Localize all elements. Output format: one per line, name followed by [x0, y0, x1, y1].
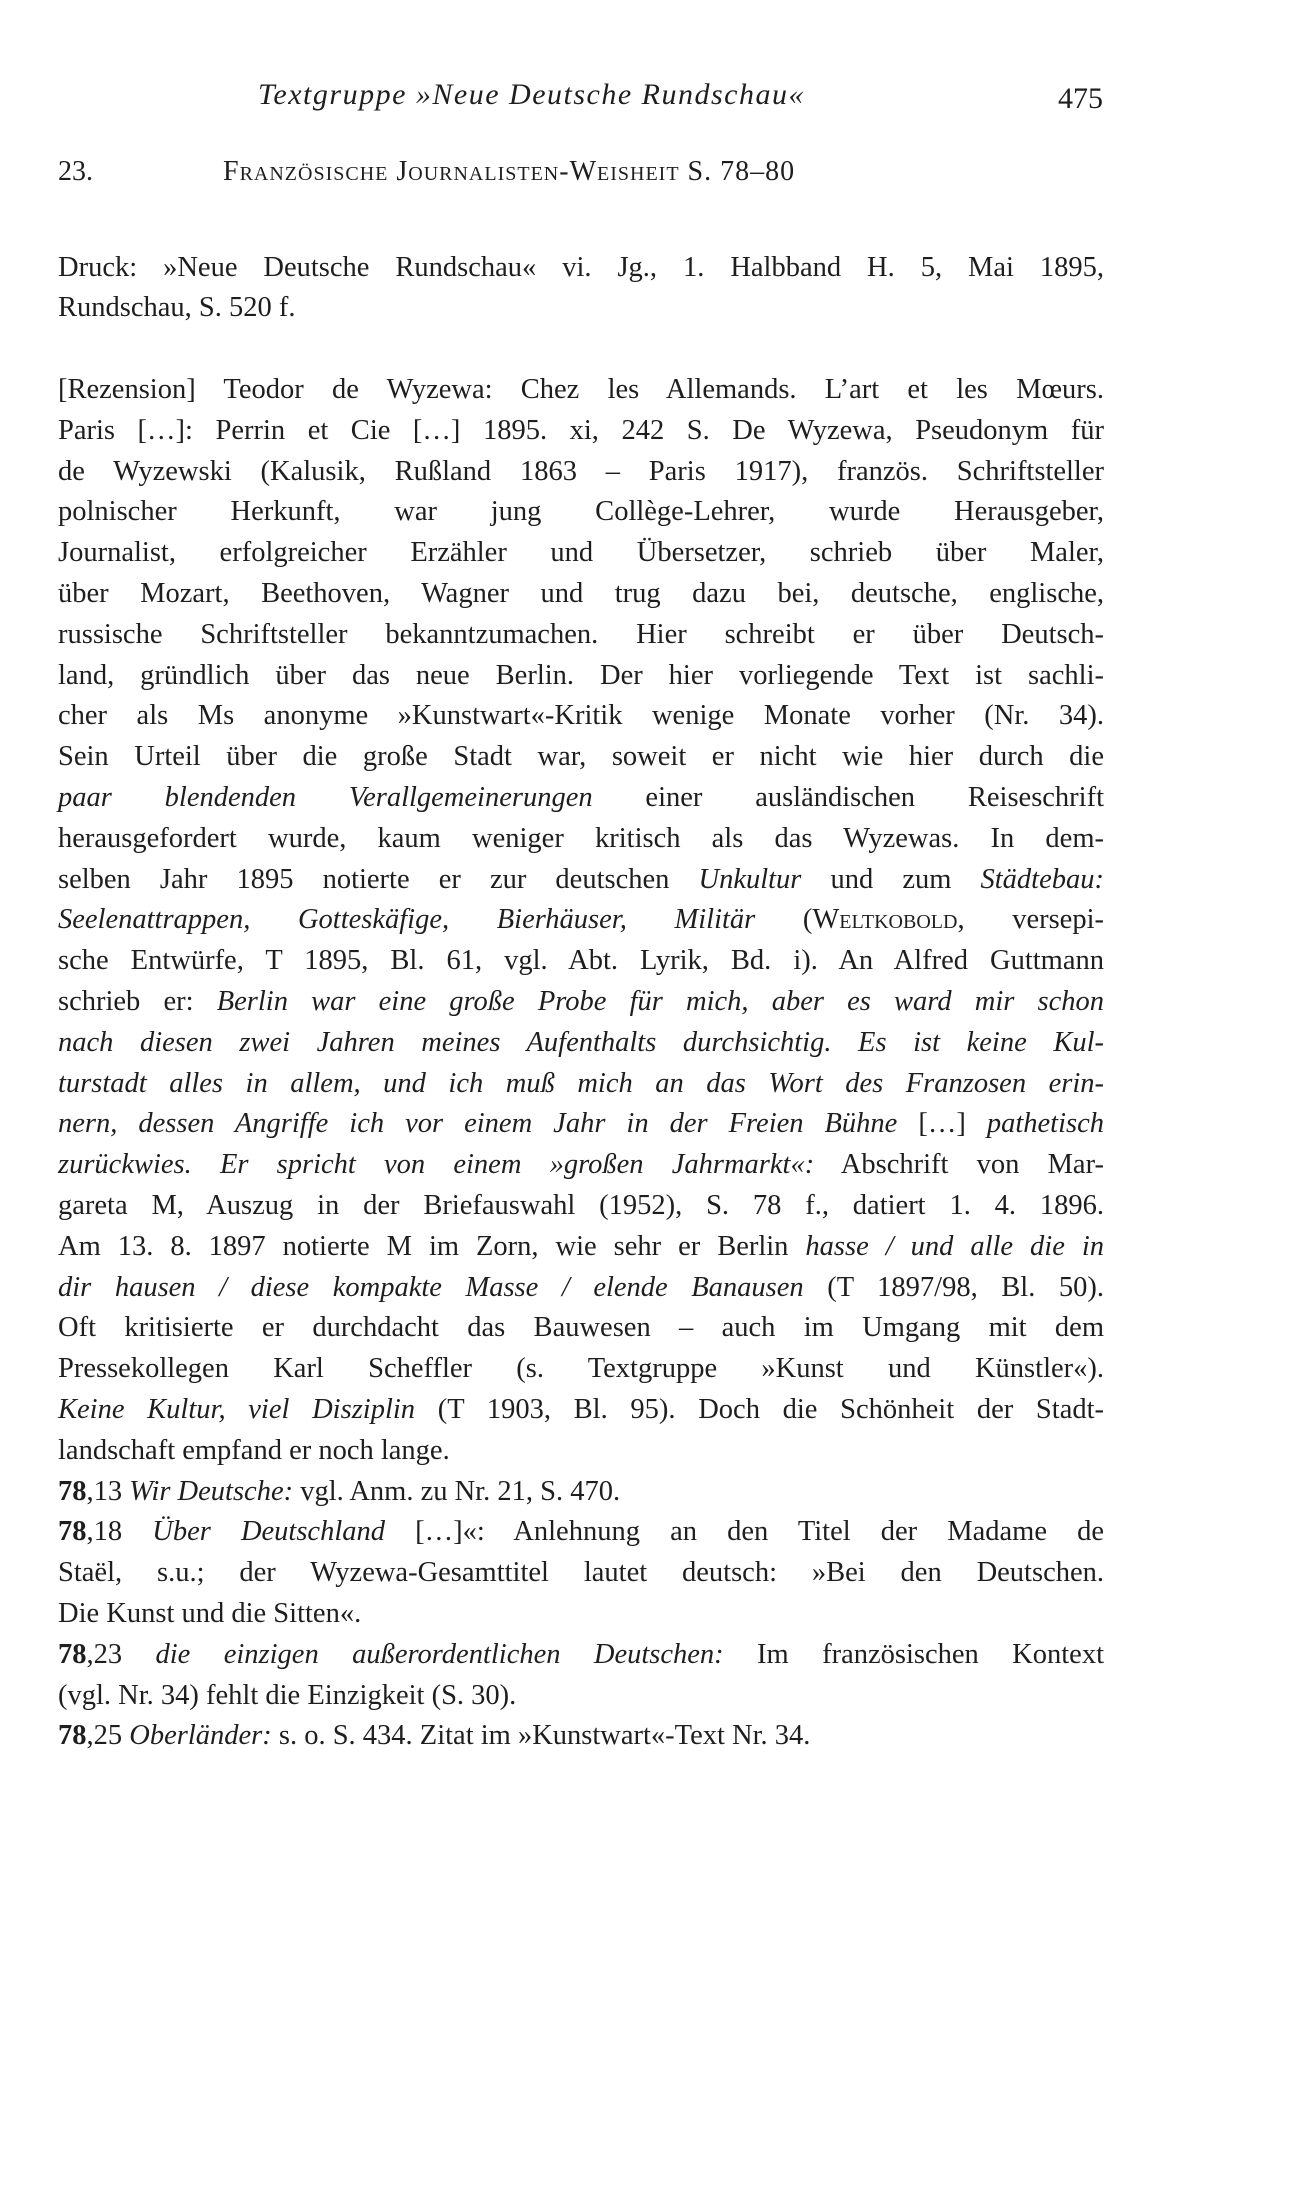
text-segment: cher als Ms anonyme »Kunstwart«-Kritik wenige Monate vorher (Nr. 34).	[58, 700, 1104, 732]
text-line	[58, 411, 1104, 451]
text-line	[58, 1431, 1104, 1471]
text-line	[58, 778, 1104, 818]
text-segment: [Rezension] Teodor de Wyzewa: Chez les Allemands. L’art et les Mœurs.	[58, 374, 1104, 405]
text-line	[58, 696, 1104, 736]
entry-title: Französische Journalisten-Weisheit S. 78–80	[223, 156, 796, 187]
text-line	[58, 1023, 1104, 1063]
text-line	[58, 288, 1104, 328]
text-segment: s. o. S. 434. Zitat im »Kunstwart«-Text Nr. 34.	[271, 1720, 811, 1752]
text-segment: gareta M, Auszug in der Briefauswahl (1952), S. 78 f., datiert 1. 4. 1896.	[58, 1190, 1104, 1221]
text-segment: zurückwies. Er spricht von einem »großen Jahrmarkt«:	[58, 1149, 815, 1181]
text-segment: (vgl. Nr. 34) fehlt die Einzigkeit (S. 30).	[58, 1679, 517, 1711]
text-segment: vgl. Anm. zu Nr. 21, S. 470.	[293, 1475, 621, 1507]
text-segment: ,25	[86, 1720, 130, 1752]
text-segment: […]	[897, 1108, 987, 1140]
text-line	[58, 1594, 1104, 1634]
text-line	[58, 656, 1104, 696]
text-line	[58, 1390, 1104, 1430]
text-segment: Sein Urteil über die große Stadt war, soweit er nicht wie hier durch die	[58, 741, 1104, 773]
text-segment: einer ausländischen Reiseschrift	[592, 782, 1104, 813]
text-segment: Staël, s.u.; der Wyzewa-Gesamttitel lautet deutsch: »Bei den Deutschen.	[58, 1557, 1104, 1589]
line-reference: 78	[58, 1475, 87, 1507]
text-segment: selben Jahr 1895 notierte er zur deutschen	[58, 863, 699, 895]
text-segment: über Mozart, Beethoven, Wagner und trug dazu bei, deutsche, englische,	[58, 578, 1104, 609]
text-segment: Keine Kultur, viel Disziplin	[58, 1394, 416, 1425]
text-line	[58, 1186, 1104, 1226]
text-segment: Oft kritisierte er durchdacht das Bauwesen – auch im Umgang mit dem	[58, 1312, 1104, 1344]
text-segment: paar blendenden Verallgemeinerungen	[58, 782, 593, 813]
text-segment: landschaft empfand er noch lange.	[58, 1434, 450, 1466]
text-segment: Über Deutschland	[152, 1516, 385, 1548]
text-segment: Am 13. 8. 1897 notierte M im Zorn, wie sehr er Berlin	[58, 1230, 806, 1262]
text-segment: Abschrift von Mar-	[814, 1149, 1104, 1181]
text-segment: land, gründlich über das neue Berlin. Der hier vorliegende Text ist sachli-	[58, 659, 1104, 691]
text-segment: (	[755, 904, 813, 936]
text-segment: dir hausen / diese kompakte Masse / elende Banausen	[58, 1271, 804, 1303]
text-segment: ,18	[86, 1516, 153, 1548]
text-segment: Wir Deutsche:	[129, 1475, 294, 1507]
text-segment: Weltkobold	[812, 904, 958, 936]
text-segment: herausgefordert wurde, kaum weniger kritisch als das Wyzewas. In dem-	[58, 822, 1104, 854]
text-line	[58, 1145, 1104, 1185]
text-line	[58, 1635, 1104, 1675]
text-line	[58, 1104, 1104, 1144]
text-segment: Seelenattrappen, Gotteskäfige, Bierhäuser, Militär	[58, 904, 756, 936]
text-segment: Rundschau, S. 520 f.	[58, 292, 296, 323]
text-segment: die einzigen außerordentlichen Deutschen:	[155, 1638, 724, 1670]
text-line	[58, 574, 1104, 614]
text-line	[58, 900, 1104, 940]
text-segment: (T 1897/98, Bl. 50).	[803, 1271, 1104, 1303]
text-segment: (T 1903, Bl. 95). Doch die Schönheit der Stadt-	[415, 1394, 1104, 1425]
text-segment: Paris […]: Perrin et Cie […] 1895. xi, 242 S. De Wyzewa, Pseudonym für	[58, 414, 1104, 446]
running-head	[58, 78, 1104, 128]
line-reference: 78	[58, 1516, 87, 1548]
text-segment: Städtebau:	[980, 863, 1104, 895]
text-line	[58, 1676, 1104, 1716]
text-segment: ,23	[86, 1638, 156, 1670]
text-line	[58, 860, 1104, 900]
text-line	[58, 982, 1104, 1022]
text-segment: Berlin war eine große Probe für mich, aber es ward mir schon	[216, 986, 1104, 1017]
text-line	[58, 452, 1104, 492]
page-number: 475	[1058, 82, 1103, 115]
text-segment: turstadt alles in allem, und ich muß mich an das Wort des Franzosen erin-	[58, 1067, 1104, 1099]
text-line	[58, 1227, 1104, 1267]
text-segment: […]«: Anlehnung an den Titel der Madame de	[385, 1516, 1104, 1548]
text-line	[58, 819, 1104, 859]
text-segment: de Wyzewski (Kalusik, Rußland 1863 – Paris 1917), französ. Schriftsteller	[58, 455, 1104, 487]
text-line	[58, 248, 1104, 288]
running-title: Textgruppe »Neue Deutsche Rundschau«	[258, 78, 805, 111]
text-line	[58, 941, 1104, 981]
text-segment: ,13	[86, 1475, 130, 1507]
text-segment: Pressekollegen Karl Scheffler (s. Textgruppe »Kunst und Künstler«).	[58, 1353, 1104, 1385]
text-line	[58, 737, 1104, 777]
text-segment: nern, dessen Angriffe ich vor einem Jahr in der Freien Bühne	[58, 1108, 898, 1140]
entry-number: 23.	[58, 156, 93, 187]
text-segment: hasse / und alle die in	[805, 1230, 1104, 1262]
text-line	[58, 1716, 1104, 1756]
text-segment: russische Schriftsteller bekanntzumachen. Hier schreibt er über Deutsch-	[58, 618, 1104, 650]
text-line	[58, 370, 1104, 410]
line-reference: 78	[58, 1638, 87, 1670]
text-segment: Die Kunst und die Sitten«.	[58, 1598, 362, 1629]
text-line	[58, 1472, 1104, 1512]
text-segment: sche Entwürfe, T 1895, Bl. 61, vgl. Abt. Lyrik, Bd. i). An Alfred Guttmann	[58, 945, 1104, 977]
text-segment: nach diesen zwei Jahren meines Aufenthalts durchsichtig. Es ist keine Kul-	[58, 1026, 1104, 1058]
line-reference: 78	[58, 1720, 87, 1752]
text-segment: Journalist, erfolgreicher Erzähler und Übersetzer, schrieb über Maler,	[58, 537, 1104, 569]
text-line	[58, 1308, 1104, 1348]
text-line	[58, 615, 1104, 655]
text-line	[58, 533, 1104, 573]
text-segment: Unkultur	[698, 863, 802, 895]
text-segment: polnischer Herkunft, war jung Collège-Lehrer, wurde Herausgeber,	[58, 496, 1104, 528]
text-segment: Druck: »Neue Deutsche Rundschau« vi. Jg., 1. Halbband H. 5, Mai 1895,	[58, 252, 1104, 283]
text-line	[58, 492, 1104, 532]
text-line	[58, 1064, 1104, 1104]
text-segment: schrieb er:	[58, 986, 217, 1017]
text-line	[58, 1512, 1104, 1552]
text-segment: und zum	[801, 863, 981, 895]
text-line	[58, 1553, 1104, 1593]
text-segment: Oberländer:	[129, 1720, 272, 1752]
text-segment: Im französischen Kontext	[723, 1638, 1104, 1670]
text-segment: , versepi-	[957, 904, 1104, 936]
text-line	[58, 1268, 1104, 1308]
text-segment: pathetisch	[986, 1108, 1105, 1140]
text-line	[58, 1349, 1104, 1389]
